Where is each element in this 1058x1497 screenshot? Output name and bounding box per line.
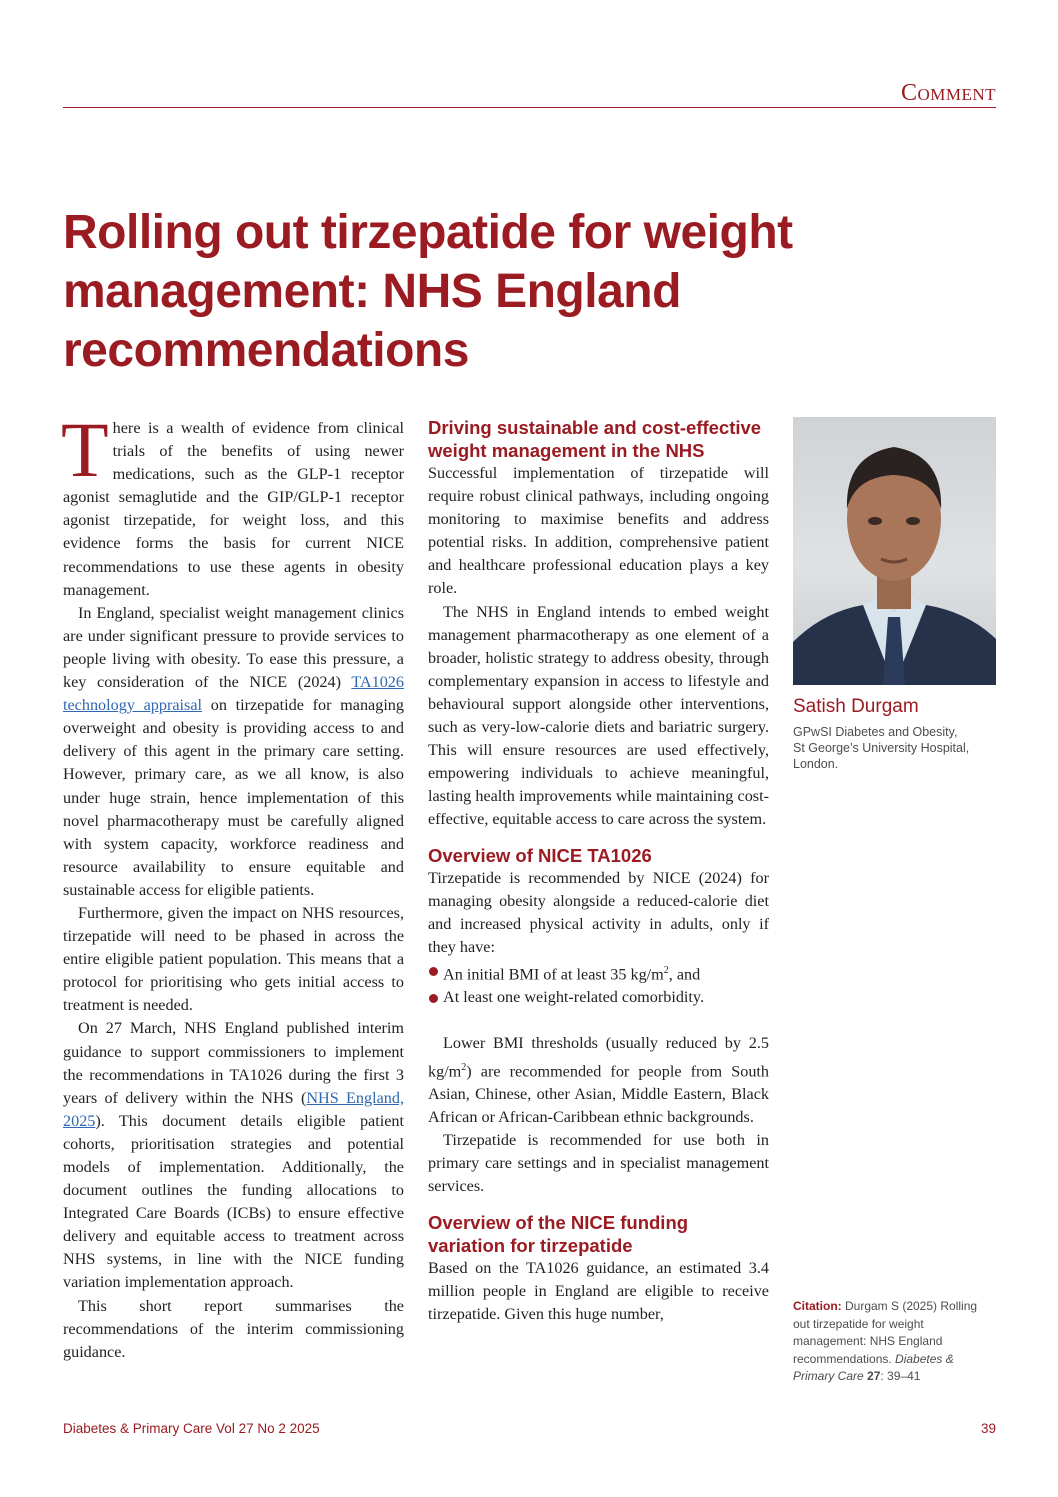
subheading: Overview of NICE TA1026 [428, 844, 652, 866]
paragraph: Furthermore, given the impact on NHS resources, tirzepatide will need to be phased in across the entire eligible patient population. This means that a protocol for prioritising who gets initial access to treatment is needed. [63, 903, 404, 1015]
author-name: Satish Durgam [793, 696, 919, 717]
paragraph: This short report summarises the recommendations of the interim commissioning guidance. [63, 1296, 404, 1361]
paragraph: Successful implementation of tirzepatide will require robust clinical pathways, including ongoing monitoring to maximise benefits and address potential risks. In addition, comprehensive patient and healthcare professional education plays a key role. [428, 464, 769, 598]
paragraph: Tirzepatide is recommended by NICE (2024) for managing obesity alongside a reduced-calorie diet and increased physical activity in adults, only if they have: [428, 868, 769, 956]
paragraph: The NHS in England intends to embed weight management pharmacotherapy as one element of a broader, holistic strategy to address obesity, through complementary expansion in access to lifestyle and behavioural support alongside other interventions, such as very-low-calorie diets and bariatric surgery. This will ensure resources are used effectively, empowering individuals to achieve meaningful, lasting health improvements while maintaining cost-effective, equitable access to care across the system. [428, 602, 769, 829]
subheading: Driving sustainable and cost-effective weight management in the NHS [428, 417, 762, 461]
drop-cap: T [61, 406, 109, 493]
citation-label: Citation: [793, 1299, 842, 1313]
paragraph: Based on the TA1026 guidance, an estimated 3.4 million people in England are eligible to receive tirzepatide. Given this huge number, [428, 1258, 769, 1323]
header-rule [63, 107, 996, 108]
page-number: 39 [980, 1421, 996, 1436]
author-affiliation: GPwSI Diabetes and Obesity, St George’s University Hospital, London. [793, 725, 970, 771]
column-middle [428, 416, 769, 1326]
paragraph: Lower BMI thresholds (usually reduced by 2.5 $kg/m^2$) are recommended for people from South Asian, Chinese, other Asian, Middle Eastern, Black African or African-Caribbean ethnic backgrounds. [428, 1034, 769, 1127]
list-item: At least one weight-related comorbidity. [428, 986, 769, 1009]
intro-paragraph: There is a wealth of evidence from clinical trials of the benefits of using newer medications, such as the GLP-1 receptor agonist semaglutide and the GIP/GLP-1 receptor agonist tirzepatide, for weight loss, and this evidence forms the basis for current NICE recommendations to use these agents in obesity management. [61, 406, 404, 599]
section-label: Comment [900, 80, 996, 106]
nhs-england-link[interactable]: NHS England, 2025 [63, 1088, 405, 1130]
paragraph: Tirzepatide is recommended for use both in primary care settings and in specialist management services. [428, 1131, 769, 1196]
column-left [61, 406, 405, 1364]
paragraph: On 27 March, NHS England published interim guidance to support commissioners to implement the recommendations in TA1026 during the first 3 years of delivery within the NHS (NHS England, 2025). This document details eligible patient cohorts, prioritisation strategies and potential models of implementation. Additionally, the document outlines the funding allocations to Integrated Care Boards (ICBs) to ensure effective delivery and equitable access to treatment across NHS systems, in line with the NICE funding variation implementation approach. [63, 1019, 405, 1292]
bullet-list [428, 959, 769, 1010]
footer-journal: Diabetes & Primary Care Vol 27 No 2 2025 [63, 1421, 320, 1436]
ta1026-link[interactable]: TA1026 technology appraisal [63, 673, 404, 715]
author-portrait-icon [793, 417, 996, 685]
paragraph: In England, specialist weight management clinics are under significant pressure to provide services to people living with obesity. To ease this pressure, a key consideration of the NICE (2024) TA1026 technology appraisal on tirzepatide for managing overweight and obesity is providing access to and delivery of this agent in the primary care setting. However, primary care, as we all know, is also under huge strain, hence implementation of this novel pharmacotherapy must be carefully aligned with system capacity, workforce readiness and resource availability to ensure equitable and sustainable access for eligible patients. [63, 603, 404, 899]
subheading: Overview of the NICE funding variation for tirzepatide [428, 1211, 689, 1256]
citation: Citation: Durgam S (2025) Rolling out tirzepatide for weight management: NHS England recommendations. Diabetes & Primary Care 27: 39–41 [793, 1299, 978, 1383]
author-photo [793, 417, 996, 685]
article-title: Rolling out tirzepatide for weight management: NHS England recommendations [63, 206, 793, 377]
list-item: An initial BMI of at least 35 $kg/m^2$, and [428, 959, 769, 986]
